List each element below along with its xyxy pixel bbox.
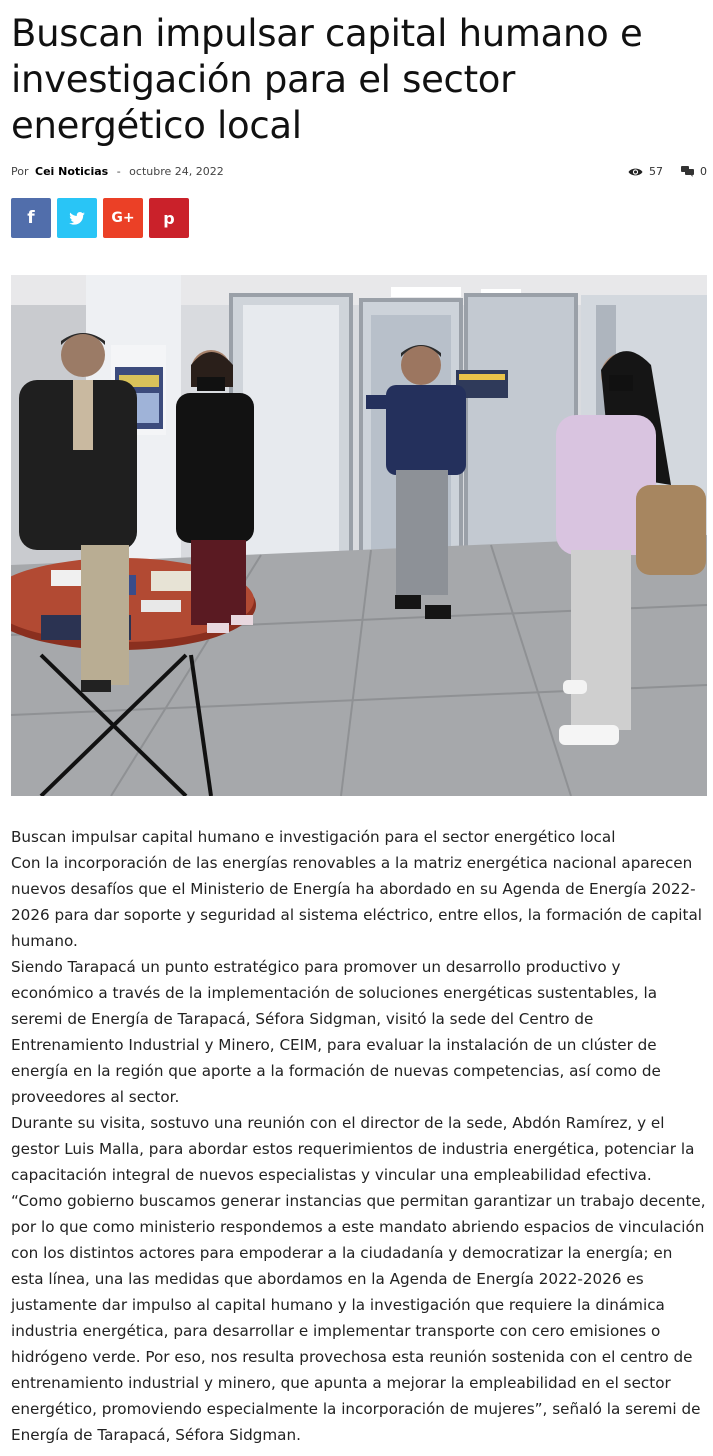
share-google-plus-button[interactable] [103,198,143,238]
share-facebook-button[interactable] [11,198,51,238]
share-buttons [11,198,189,238]
comments-stat[interactable] [681,165,707,178]
article-body [11,824,707,1448]
google-plus-icon: G+ [111,210,135,226]
article-paragraph: Con la incorporación de las energías renovables a la matriz energética nacional aparecen nuevos desafíos que el Ministerio de Energía ha abordado en su Agenda de Energía 2022-2026 para dar soporte y seguridad al sistema eléctrico, entre ellos, la formación de capital humano. [11,854,702,950]
share-pinterest-button[interactable] [149,198,189,238]
article-meta [11,165,707,181]
article-photo [11,275,707,796]
meta-separator: - [116,165,121,178]
article-paragraph: Buscan impulsar capital humano e investigación para el sector energético local [11,828,616,846]
article-paragraph: Durante su visita, sostuvo una reunión con el director de la sede, Abdón Ramírez, y el gestor Luis Malla, para abordar estos requerimientos de industria energética, potenciar la capacitación integral de nuevos especialistas y vincular una empleabilidad efectiva. [11,1114,695,1184]
by-label: Por [11,165,29,178]
views-stat [628,165,663,178]
author-link[interactable]: Cei Noticias [35,165,109,178]
article-paragraph: Siendo Tarapacá un punto estratégico para promover un desarrollo productivo y económico a través de la implementación de soluciones energéticas sustentables, la seremi de Energía de Tarapacá, Séfora Sidgman, visitó la sede del Centro de Entrenamiento Industrial y Minero, CEIM, para evaluar la instalación de un clúster de energía en la región que aporte a la formación de nuevas competencias, así como de proveedores al sector. [11,958,661,1106]
article-title: Buscan impulsar capital humano e investigación para el sector energético local [11,12,643,147]
comments-count: 0 [700,165,707,178]
twitter-icon [69,212,85,225]
share-twitter-button[interactable] [57,198,97,238]
meeting-photo-illustration [11,275,707,796]
publish-date: octubre 24, 2022 [129,165,224,178]
article-paragraph: “Como gobierno buscamos generar instancias que permitan garantizar un trabajo decente, por lo que como ministerio respondemos a este mandato abriendo espacios de vinculación con los distintos actores para empoderar a la ciudadanía y democratizar la energía; en esta línea, una las medidas que abordamos en la Agenda de Energía 2022-2026 es justamente dar impulso al capital humano y la investigación que requiere la dinámica industria energética, para desarrollar e implementar transporte con cero emisiones o hidrógeno verde. Por eso, nos resulta provechosa esta reunión sostenida con el centro de entrenamiento industrial y minero, que apunta a mejorar la empleabilidad en el sector energético, promoviendo especialmente la incorporación de mujeres”, señaló la seremi de Energía de Tarapacá, Séfora Sidgman. [11,1192,706,1444]
pinterest-icon: p [163,208,175,228]
comments-icon [681,166,694,177]
eye-icon [628,167,643,177]
meta-stats [628,165,707,178]
facebook-icon: f [27,208,35,228]
views-count: 57 [649,165,663,178]
